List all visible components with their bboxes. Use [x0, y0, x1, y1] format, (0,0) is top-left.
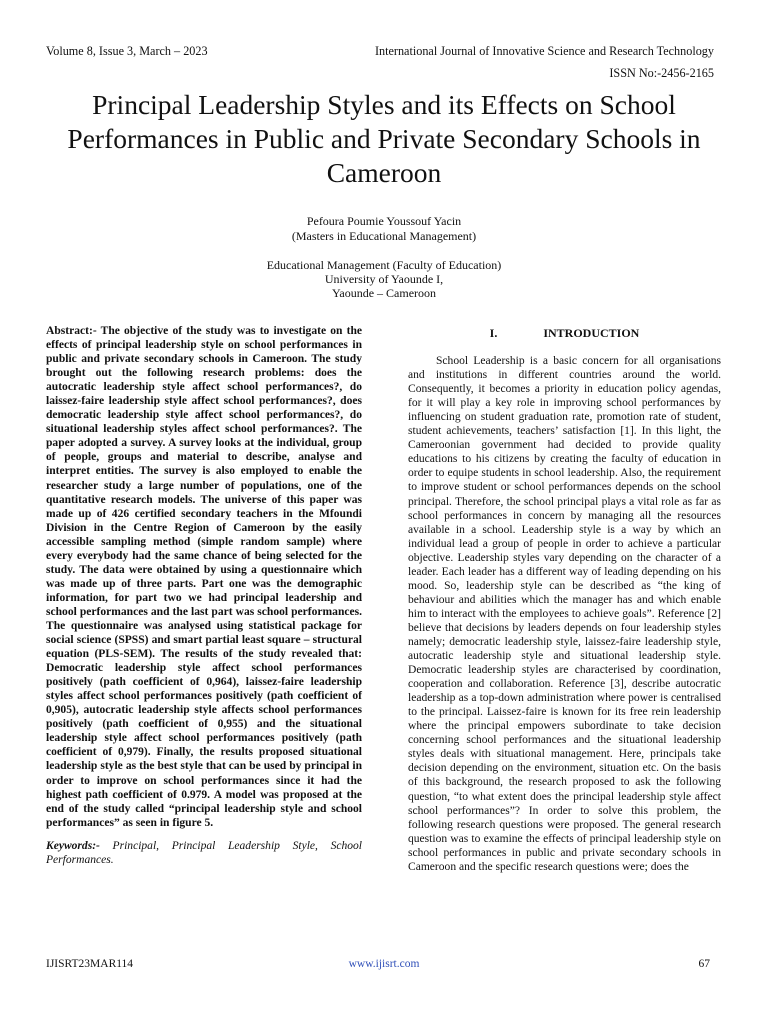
- journal-name: International Journal of Innovative Science and Research Technology: [374, 44, 714, 58]
- affiliation-block: [0, 258, 768, 300]
- left-column: [46, 324, 362, 867]
- section-number: I.: [489, 326, 498, 340]
- keywords-text: Principal, Principal Leadership Style, School Performances.: [46, 839, 362, 866]
- right-column: [408, 326, 721, 874]
- author-block: [0, 214, 768, 244]
- keywords: [46, 839, 362, 867]
- affiliation-dept: Educational Management (Faculty of Education): [266, 258, 502, 272]
- author-name: Pefoura Poumie Youssouf Yacin: [306, 214, 462, 228]
- affiliation-university: University of Yaounde I,: [324, 272, 444, 286]
- issn: ISSN No:-2456-2165: [609, 66, 714, 80]
- paper-title: Principal Leadership Styles and its Effects on School Performances in Public and Private Secondary Schools in Cameroon: [67, 89, 701, 188]
- abstract-text: Abstract:- The objective of the study was to investigate on the effects of principal leadership style on school performances in public and private secondary schools in Cameroon. The study brought out the following research problems: does the autocratic leadership style affect school performances?, do laissez-faire leadership style affect school performances?, does democratic leadership style affect school performances?, do situational leadership styles affect school performances?. The paper adopted a survey. A survey looks at the individual, group of people, groups and material to describe, analyse and interpret entities. The survey is also employed to enable the researcher study a large number of populations, one of the quantitative research models. The universe of this paper was made up of 426 certified secondary teachers in the Mfoundi Division in the Centre Region of Cameroon by the easily accessible sampling method (simple random sample) where every everybody had the same chance of being selected for the study. The data were obtained by using a questionnaire which was made up of three parts. Part one was the demographic information, for part two we had principal leadership and school performances and the last part was school performances. The questionnaire was analysed using statistical package for social science (SPSS) and smart partial least square – structural equation (PLS-SEM). The results of the study revealed that: Democratic leadership style affect school performances positively (path coefficient of 0,964), laissez-faire leadership styles affect school performances positively (path coefficient of 0,905), autocratic leadership style affects school performances positively (path coefficient of 0,955) and the situational leadership style affect school performances positively (path coefficient of 0,979). Finally, the results proposed situational leadership style as the best style that can be used by principal in order to improve on school performances since it had the highest path coefficient of 0.979. A model was proposed at the end of the study called “principal leadership style and school performances” as seen in figure 5.: [46, 325, 362, 829]
- journal-url[interactable]: www.ijisrt.com: [348, 958, 420, 970]
- introduction-text: School Leadership is a basic concern for all organisations and institutions in different countries around the world. Consequently, it becomes a priority in education policy agendas, for it will play a key role in improving school performances by influencing on student graduation rate, promotion rate of student, student achievements, teachers’ satisfaction [1]. In this light, the Cameroonian government had decided to provide quality educations to his citizens by creating the faculty of education in order to equipe students in school leadership. Also, the requirement to improve student or school performances depends on the school principal. Therefore, the school principal plays a vital role as far as school performances in concern by managing all the resources available in a school. Leadership style is a way by which an individual lead a group of people in order to achieve a particular objective. Leadership styles vary depending on the character of a leader. Each leader has a different way of leading depending on his mood. So, leadership style can be described as “the king of behaviour and abilities which the manager has and which enable him to interact with the employees to achieve goals”. Reference [2] believe that decisions by leaders depends on four leadership styles namely; democratic leadership style, laissez-faire leadership style, autocratic leadership style and situational leadership style. Democratic leadership styles are characterised by coordination, cooperation and collaboration. Reference [3], describe autocratic leadership as a top-down administration where power is centralised to the principal. Laissez-faire is known for its free rein leadership where the principal empowers subordinate to take decision concerning school performances and the situational leadership styles deals with situational management. Here, principals take decision depending on the environment, situation etc. On the basis of this background, the research proposed to ask the following question, “to what extent does the principal leadership style affect school performances”? In order to solve this problem, the following research questions were proposed. The general research question was to examine the effects of principal leadership style on school performances in public and private secondary schools in Cameroon and the specific research questions were; does the: [408, 355, 721, 873]
- volume-info: Volume 8, Issue 3, March – 2023: [46, 44, 208, 58]
- paper-id: IJISRT23MAR114: [46, 958, 134, 970]
- affiliation-location: Yaounde – Cameroon: [331, 286, 437, 300]
- page-number: 67: [698, 958, 710, 970]
- section-title: INTRODUCTION: [543, 326, 640, 340]
- section-heading: [408, 326, 721, 340]
- keywords-label: Keywords:-: [46, 839, 100, 852]
- author-degree: (Masters in Educational Management): [291, 229, 477, 243]
